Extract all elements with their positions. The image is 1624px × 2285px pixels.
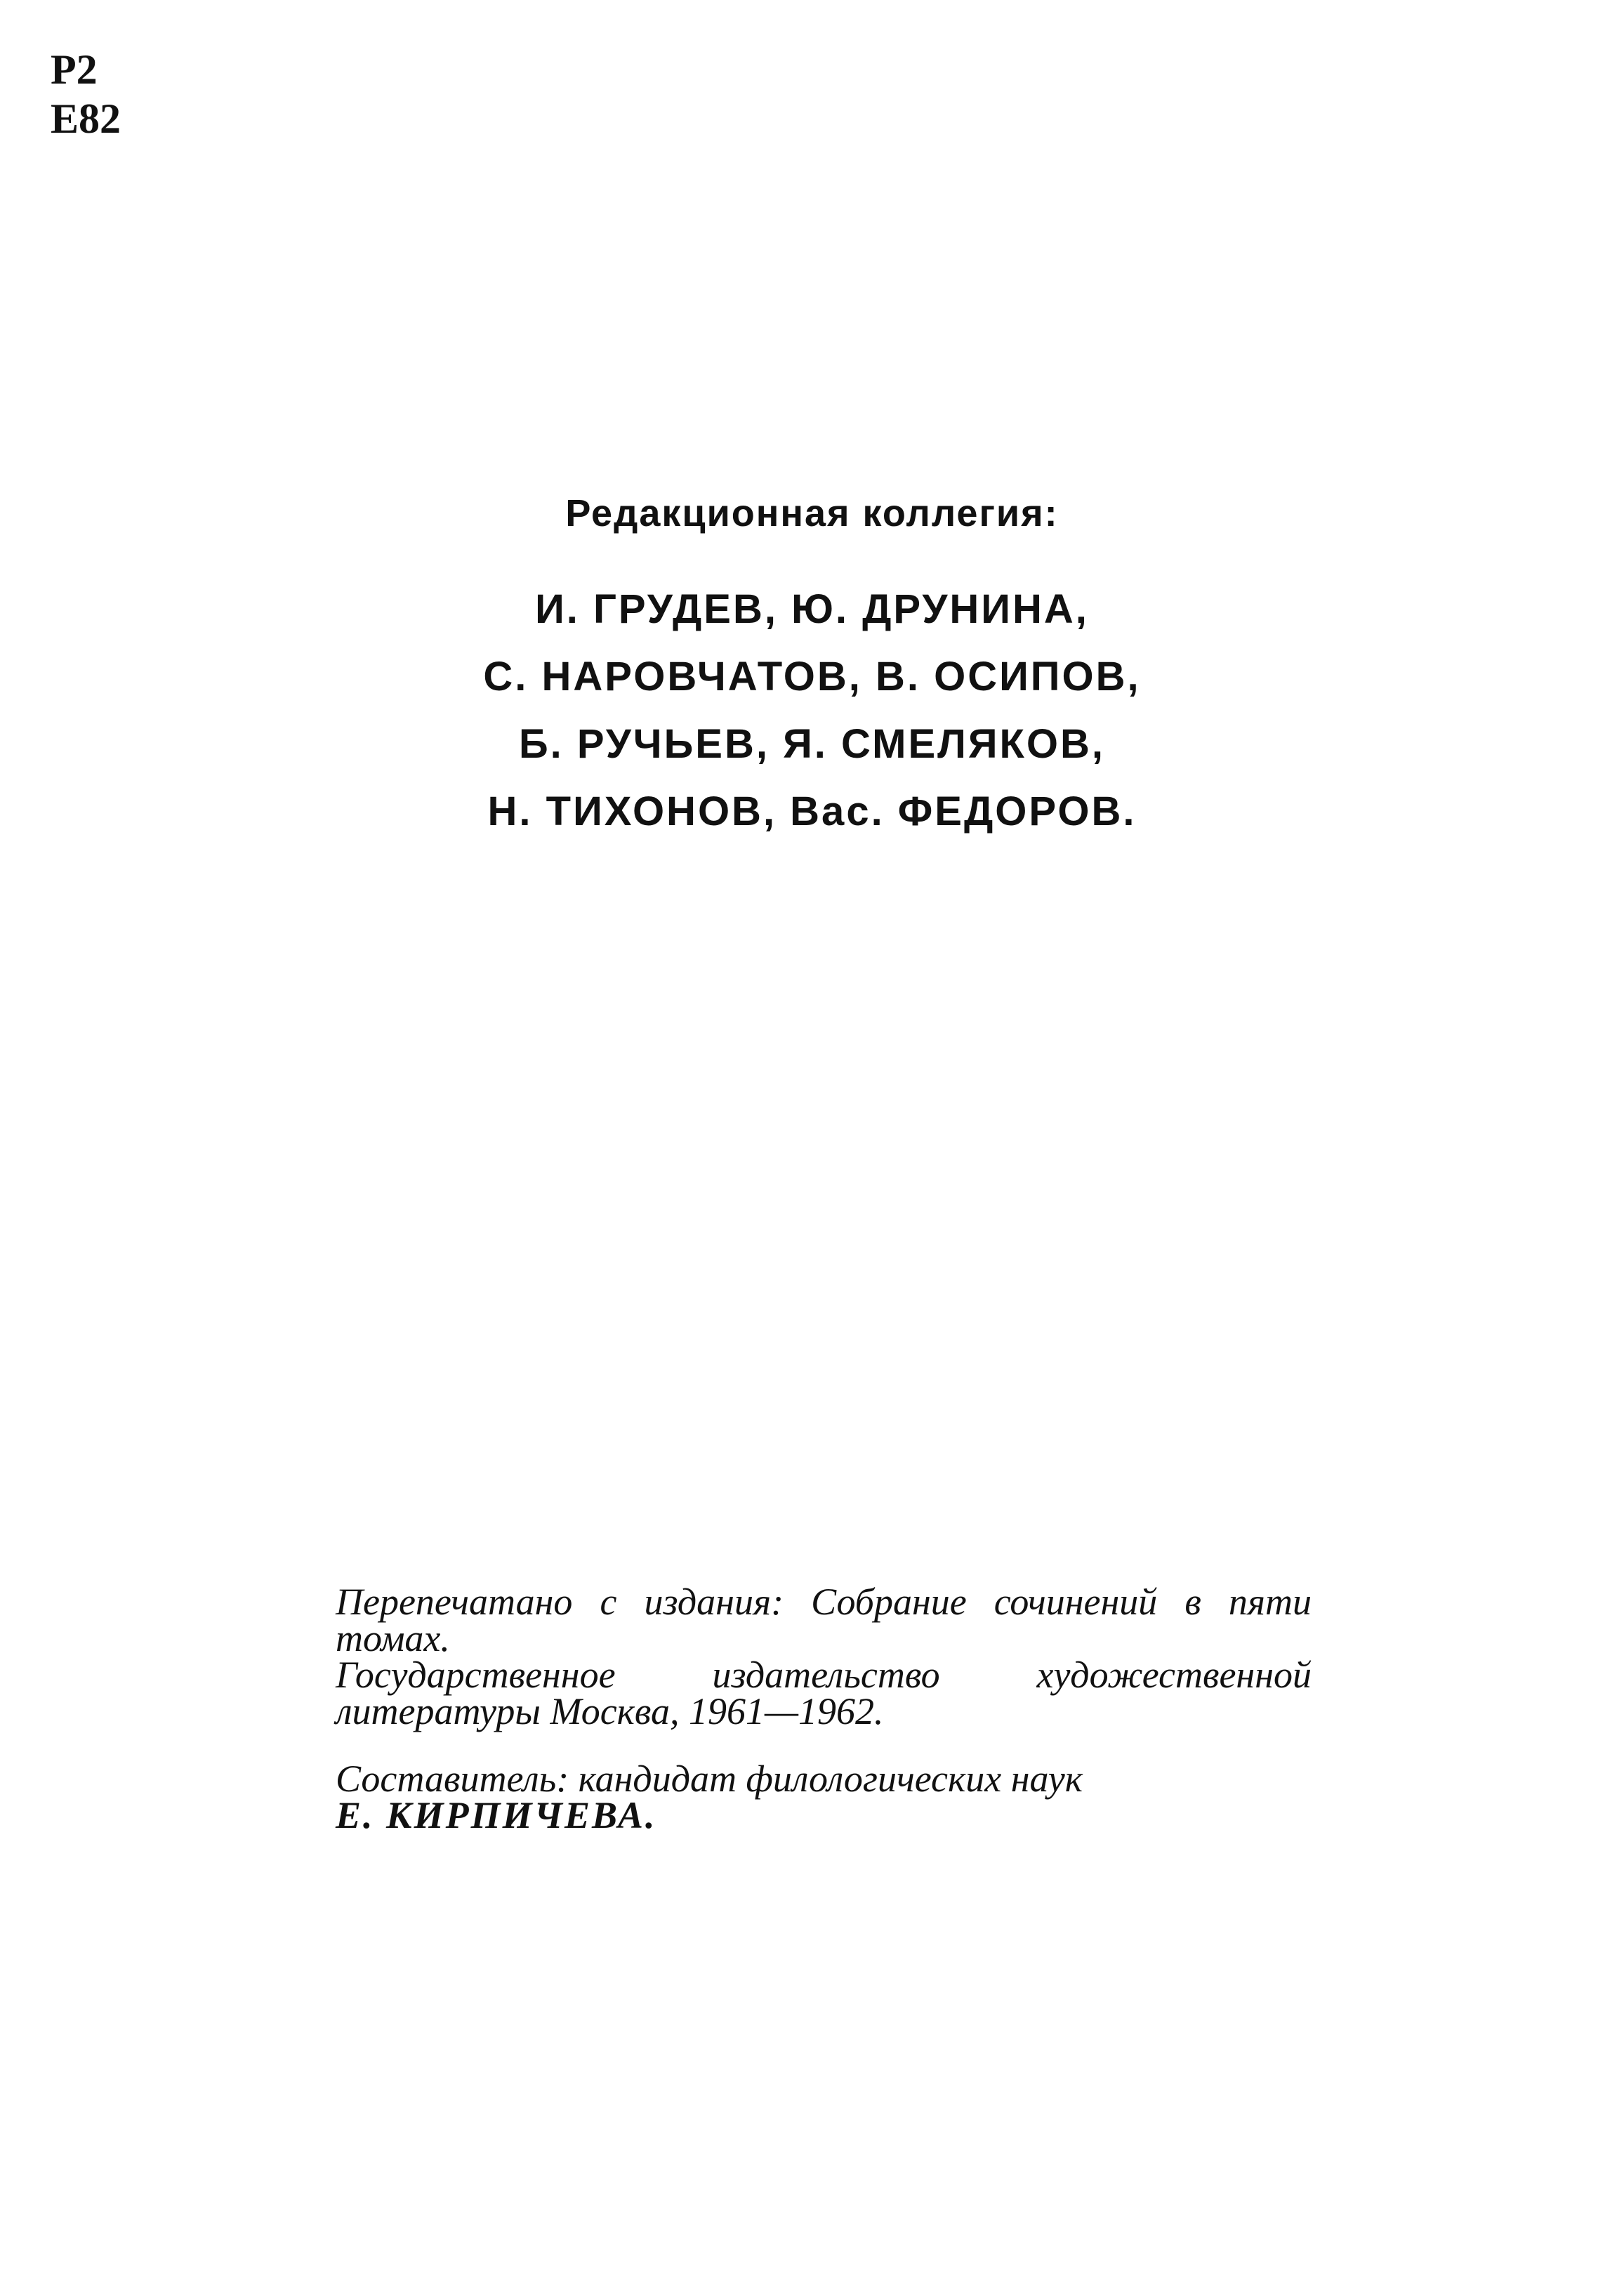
publisher-note: Государственное издательство художественной литературы Москва, 1961—1962. (336, 1654, 1312, 1732)
editorial-board-members (0, 576, 1624, 845)
paragraph-gap (336, 1730, 1312, 1760)
classification-code (51, 45, 121, 143)
imprint-notes (336, 1581, 1312, 1836)
editorial-board-line-2: С. НАРОВЧАТОВ, В. ОСИПОВ, (483, 654, 1141, 699)
editorial-board-line-4: Н. ТИХОНОВ, Вас. ФЕДОРОВ. (487, 789, 1137, 834)
compiler-label: Составитель: кандидат филологических наук (336, 1758, 1083, 1800)
editorial-board-line-1: И. ГРУДЕВ, Ю. ДРУНИНА, (535, 586, 1089, 632)
classification-code-line-1: Р2 (51, 46, 98, 93)
compiler-name: Е. КИРПИЧЕВА. (336, 1794, 657, 1836)
editorial-board-heading: Редакционная коллегия: (565, 492, 1059, 534)
editorial-board-line-3: Б. РУЧЬЕВ, Я. СМЕЛЯКОВ, (518, 721, 1106, 767)
classification-code-line-2: Е82 (51, 96, 121, 142)
reprint-source-note: Перепечатано с издания: Собрание сочинений в пяти томах. (336, 1581, 1312, 1659)
